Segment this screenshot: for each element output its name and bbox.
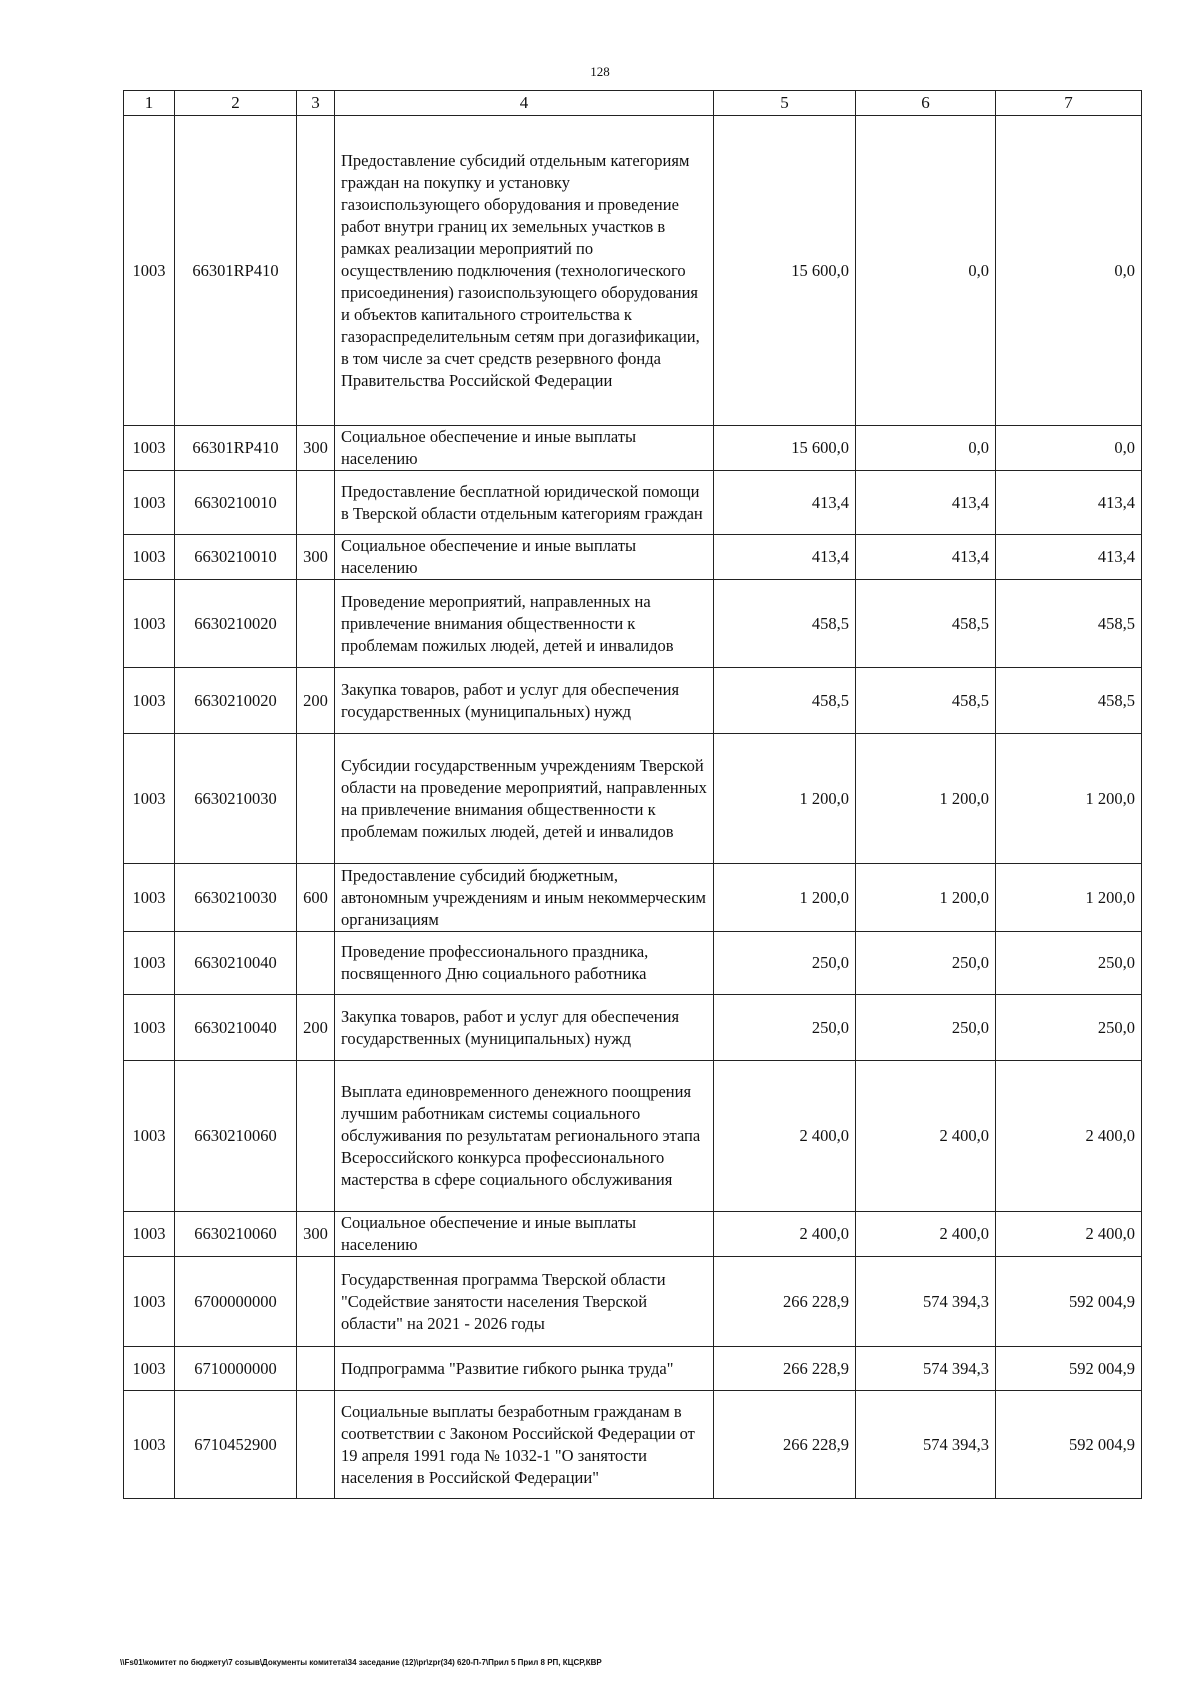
cell-section-code: 1003 bbox=[124, 471, 175, 535]
table-row bbox=[124, 668, 1142, 734]
cell-amount-2: 413,4 bbox=[856, 471, 996, 535]
table-row bbox=[124, 734, 1142, 864]
cell-expense-type bbox=[297, 580, 335, 668]
cell-amount-2: 0,0 bbox=[856, 426, 996, 471]
budget-table bbox=[123, 90, 1142, 1499]
table-row bbox=[124, 995, 1142, 1061]
cell-amount-3: 2 400,0 bbox=[996, 1061, 1142, 1212]
cell-section-code: 1003 bbox=[124, 580, 175, 668]
header-col-6: 6 bbox=[856, 91, 996, 116]
cell-amount-1: 250,0 bbox=[714, 932, 856, 995]
cell-amount-3: 458,5 bbox=[996, 668, 1142, 734]
cell-section-code: 1003 bbox=[124, 734, 175, 864]
table-row bbox=[124, 864, 1142, 932]
table-row bbox=[124, 1257, 1142, 1347]
cell-expense-type: 200 bbox=[297, 668, 335, 734]
cell-target-code: 6630210040 bbox=[175, 932, 297, 995]
cell-expense-type bbox=[297, 734, 335, 864]
cell-description: Предоставление субсидий бюджетным, автономным учреждениям и иным некоммерческим организациям bbox=[335, 864, 714, 932]
cell-target-code: 6630210010 bbox=[175, 471, 297, 535]
cell-target-code: 6630210030 bbox=[175, 734, 297, 864]
cell-target-code: 6710000000 bbox=[175, 1347, 297, 1391]
table-row bbox=[124, 1391, 1142, 1499]
cell-description: Подпрограмма "Развитие гибкого рынка труда" bbox=[335, 1347, 714, 1391]
cell-amount-1: 458,5 bbox=[714, 580, 856, 668]
cell-amount-2: 574 394,3 bbox=[856, 1257, 996, 1347]
cell-expense-type bbox=[297, 1061, 335, 1212]
cell-amount-1: 2 400,0 bbox=[714, 1061, 856, 1212]
table-row bbox=[124, 580, 1142, 668]
cell-section-code: 1003 bbox=[124, 668, 175, 734]
cell-expense-type bbox=[297, 932, 335, 995]
cell-description: Закупка товаров, работ и услуг для обеспечения государственных (муниципальных) нужд bbox=[335, 995, 714, 1061]
cell-expense-type: 300 bbox=[297, 1212, 335, 1257]
cell-target-code: 6700000000 bbox=[175, 1257, 297, 1347]
table-header bbox=[124, 91, 1142, 116]
cell-description: Выплата единовременного денежного поощрения лучшим работникам системы социального обслуживания по результатам регионального этапа Всероссийского конкурса профессионального мастерства в сфере социального обслуживания bbox=[335, 1061, 714, 1212]
cell-amount-1: 1 200,0 bbox=[714, 734, 856, 864]
header-col-1: 1 bbox=[124, 91, 175, 116]
table-row bbox=[124, 535, 1142, 580]
cell-description: Проведение мероприятий, направленных на привлечение внимания общественности к проблемам пожилых людей, детей и инвалидов bbox=[335, 580, 714, 668]
cell-description: Социальное обеспечение и иные выплаты населению bbox=[335, 1212, 714, 1257]
cell-expense-type bbox=[297, 116, 335, 426]
cell-amount-1: 2 400,0 bbox=[714, 1212, 856, 1257]
cell-amount-2: 458,5 bbox=[856, 580, 996, 668]
cell-amount-1: 413,4 bbox=[714, 471, 856, 535]
cell-section-code: 1003 bbox=[124, 426, 175, 471]
cell-section-code: 1003 bbox=[124, 1347, 175, 1391]
table-row bbox=[124, 1212, 1142, 1257]
cell-section-code: 1003 bbox=[124, 864, 175, 932]
cell-section-code: 1003 bbox=[124, 1391, 175, 1499]
cell-amount-3: 0,0 bbox=[996, 116, 1142, 426]
cell-section-code: 1003 bbox=[124, 995, 175, 1061]
cell-amount-1: 1 200,0 bbox=[714, 864, 856, 932]
cell-description: Государственная программа Тверской области "Содействие занятости населения Тверской области" на 2021 - 2026 годы bbox=[335, 1257, 714, 1347]
cell-section-code: 1003 bbox=[124, 932, 175, 995]
cell-amount-1: 250,0 bbox=[714, 995, 856, 1061]
cell-expense-type bbox=[297, 1257, 335, 1347]
cell-amount-1: 266 228,9 bbox=[714, 1391, 856, 1499]
cell-target-code: 6710452900 bbox=[175, 1391, 297, 1499]
cell-expense-type: 200 bbox=[297, 995, 335, 1061]
header-col-3: 3 bbox=[297, 91, 335, 116]
footer-file-path: \\Fs01\комитет по бюджету\7 созыв\Документы комитета\34 заседание (12)\pr\zpr(34) 620-П-7\Прил 5 Прил 8 РП, КЦСР,КВР bbox=[120, 1658, 602, 1667]
table-row bbox=[124, 1061, 1142, 1212]
cell-description: Социальное обеспечение и иные выплаты населению bbox=[335, 426, 714, 471]
page-number: 128 bbox=[590, 64, 610, 79]
cell-target-code: 6630210060 bbox=[175, 1212, 297, 1257]
cell-description: Закупка товаров, работ и услуг для обеспечения государственных (муниципальных) нужд bbox=[335, 668, 714, 734]
cell-target-code: 6630210060 bbox=[175, 1061, 297, 1212]
table-row bbox=[124, 471, 1142, 535]
cell-amount-3: 413,4 bbox=[996, 471, 1142, 535]
cell-amount-3: 592 004,9 bbox=[996, 1257, 1142, 1347]
cell-expense-type: 600 bbox=[297, 864, 335, 932]
cell-expense-type bbox=[297, 1391, 335, 1499]
cell-target-code: 6630210010 bbox=[175, 535, 297, 580]
cell-amount-2: 250,0 bbox=[856, 995, 996, 1061]
cell-amount-3: 250,0 bbox=[996, 932, 1142, 995]
cell-amount-1: 15 600,0 bbox=[714, 426, 856, 471]
cell-target-code: 6630210030 bbox=[175, 864, 297, 932]
cell-target-code: 6630210040 bbox=[175, 995, 297, 1061]
cell-target-code: 6630210020 bbox=[175, 668, 297, 734]
cell-section-code: 1003 bbox=[124, 1257, 175, 1347]
header-row bbox=[124, 91, 1142, 116]
cell-target-code: 66301RP410 bbox=[175, 116, 297, 426]
cell-expense-type: 300 bbox=[297, 535, 335, 580]
cell-amount-2: 413,4 bbox=[856, 535, 996, 580]
cell-amount-2: 574 394,3 bbox=[856, 1391, 996, 1499]
cell-expense-type: 300 bbox=[297, 426, 335, 471]
cell-amount-3: 592 004,9 bbox=[996, 1391, 1142, 1499]
cell-amount-1: 266 228,9 bbox=[714, 1257, 856, 1347]
cell-section-code: 1003 bbox=[124, 1212, 175, 1257]
cell-target-code: 66301RP410 bbox=[175, 426, 297, 471]
header-col-4: 4 bbox=[335, 91, 714, 116]
cell-amount-1: 413,4 bbox=[714, 535, 856, 580]
cell-section-code: 1003 bbox=[124, 116, 175, 426]
cell-section-code: 1003 bbox=[124, 535, 175, 580]
cell-amount-3: 0,0 bbox=[996, 426, 1142, 471]
cell-description: Предоставление субсидий отдельным категориям граждан на покупку и установку газоиспользующего оборудования и проведение работ внутри границ их земельных участков в рамках реализации мероприятий по осуществлению подключения (технологического присоединения) газоиспользующего оборудования и объектов капитального строительства к газораспределительным сетям при догазификации, в том числе за счет средств резервного фонда Правительства Российской Федерации bbox=[335, 116, 714, 426]
cell-amount-2: 1 200,0 bbox=[856, 734, 996, 864]
cell-amount-2: 458,5 bbox=[856, 668, 996, 734]
cell-section-code: 1003 bbox=[124, 1061, 175, 1212]
cell-description: Социальное обеспечение и иные выплаты населению bbox=[335, 535, 714, 580]
cell-target-code: 6630210020 bbox=[175, 580, 297, 668]
table-row bbox=[124, 116, 1142, 426]
table-row bbox=[124, 932, 1142, 995]
cell-amount-2: 2 400,0 bbox=[856, 1212, 996, 1257]
table-row bbox=[124, 1347, 1142, 1391]
cell-amount-3: 1 200,0 bbox=[996, 864, 1142, 932]
cell-amount-1: 15 600,0 bbox=[714, 116, 856, 426]
cell-description: Проведение профессионального праздника, посвященного Дню социального работника bbox=[335, 932, 714, 995]
cell-amount-2: 2 400,0 bbox=[856, 1061, 996, 1212]
cell-expense-type bbox=[297, 1347, 335, 1391]
header-col-2: 2 bbox=[175, 91, 297, 116]
header-col-5: 5 bbox=[714, 91, 856, 116]
cell-amount-2: 250,0 bbox=[856, 932, 996, 995]
table-body bbox=[124, 116, 1142, 1499]
cell-amount-3: 413,4 bbox=[996, 535, 1142, 580]
cell-amount-3: 1 200,0 bbox=[996, 734, 1142, 864]
cell-amount-1: 458,5 bbox=[714, 668, 856, 734]
header-col-7: 7 bbox=[996, 91, 1142, 116]
table-row bbox=[124, 426, 1142, 471]
cell-amount-3: 458,5 bbox=[996, 580, 1142, 668]
cell-amount-3: 592 004,9 bbox=[996, 1347, 1142, 1391]
cell-amount-1: 266 228,9 bbox=[714, 1347, 856, 1391]
cell-description: Субсидии государственным учреждениям Тверской области на проведение мероприятий, направленных на привлечение внимания общественности к проблемам пожилых людей, детей и инвалидов bbox=[335, 734, 714, 864]
cell-amount-2: 0,0 bbox=[856, 116, 996, 426]
cell-expense-type bbox=[297, 471, 335, 535]
cell-amount-2: 574 394,3 bbox=[856, 1347, 996, 1391]
cell-description: Социальные выплаты безработным гражданам в соответствии с Законом Российской Федерации от 19 апреля 1991 года № 1032-1 "О занятости населения в Российской Федерации" bbox=[335, 1391, 714, 1499]
cell-amount-3: 250,0 bbox=[996, 995, 1142, 1061]
cell-description: Предоставление бесплатной юридической помощи в Тверской области отдельным категориям граждан bbox=[335, 471, 714, 535]
cell-amount-3: 2 400,0 bbox=[996, 1212, 1142, 1257]
cell-amount-2: 1 200,0 bbox=[856, 864, 996, 932]
